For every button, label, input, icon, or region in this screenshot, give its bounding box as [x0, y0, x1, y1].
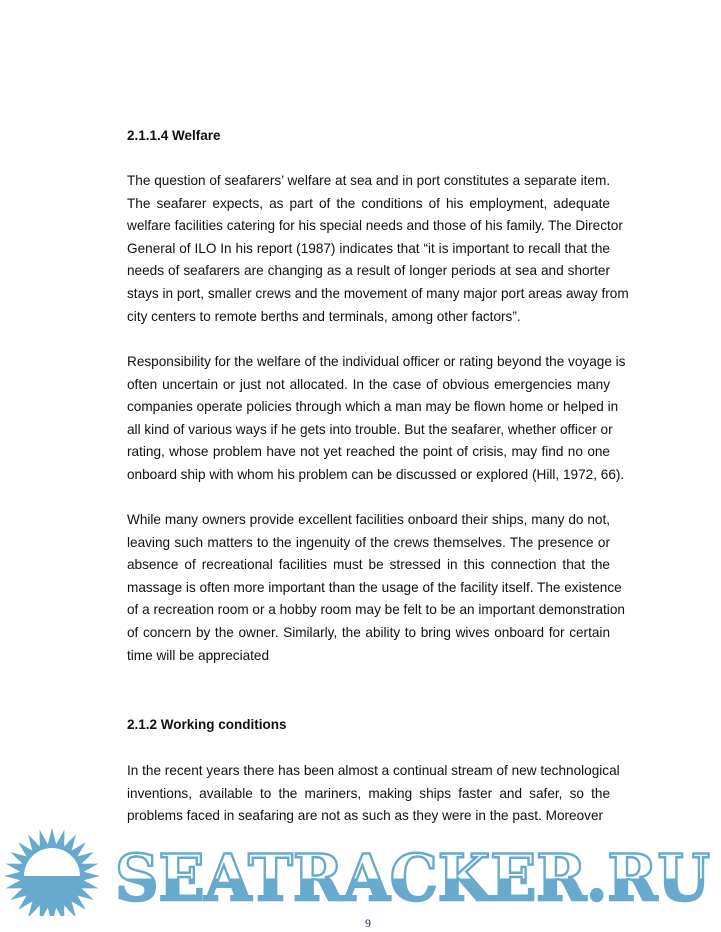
text-line: The question of seafarers’ welfare at sea and in port constitutes a separate item.: [127, 173, 611, 188]
text-line: leaving such matters to the ingenuity of the crews themselves. The presence or: [127, 534, 610, 550]
text-line: General of ILO In his report (1987) indicates that “it is important to recall that the: [127, 240, 610, 256]
section-heading-working-conditions: 2.1.2 Working conditions: [127, 717, 287, 732]
text-line: In the recent years there has been almost a continual stream of new technological: [127, 763, 620, 778]
sun-icon: [4, 828, 100, 916]
text-line: all kind of various ways if he gets into trouble. But the seafarer, whether officer or: [127, 421, 613, 437]
text-line: stays in port, smaller crews and the movement of many major port areas away from: [127, 285, 629, 301]
watermark-logo: [0, 824, 721, 916]
text-line: Responsibility for the welfare of the individual officer or rating beyond the voyage is: [127, 354, 626, 369]
text-line: of a recreation room or a hobby room may be felt to be an important demonstration: [127, 602, 625, 618]
paragraph-facilities: [127, 509, 625, 667]
text-line: inventions, available to the mariners, making ships faster and safer, so the: [127, 785, 610, 801]
text-line: problems faced in seafaring are not as such as they were in the past. Moreover: [127, 808, 604, 824]
page-number: 9: [365, 916, 371, 930]
text-line: of concern by the owner. Similarly, the ability to bring wives onboard for certain: [127, 624, 610, 640]
text-line: massage is often more important than the usage of the facility itself. The existence: [127, 579, 622, 595]
paragraph-responsibility: [127, 351, 626, 487]
text-line: companies operate policies through which a man may be flown home or helped in: [127, 399, 619, 415]
text-line: onboard ship with whom his problem can be discussed or explored (Hill, 1972, 66).: [127, 466, 625, 482]
paragraph-working-conditions: [127, 760, 620, 828]
text-line: welfare facilities catering for his special needs and those of his family. The Director: [127, 218, 623, 234]
text-line: rating, whose problem have not yet reached the point of crisis, may find no one: [127, 444, 610, 460]
watermark-text: SEATRACKER.RU: [115, 841, 710, 916]
text-line: needs of seafarers are changing as a result of longer periods at sea and shorter: [127, 263, 610, 279]
text-line: city centers to remote berths and terminals, among other factors”.: [127, 308, 521, 324]
section-heading-welfare: 2.1.1.4 Welfare: [127, 128, 221, 143]
text-line: time will be appreciated: [127, 647, 270, 663]
text-line: While many owners provide excellent facilities onboard their ships, many do not,: [127, 512, 610, 527]
text-line: often uncertain or just not allocated. In the case of obvious emergencies many: [127, 376, 610, 392]
text-line: The seafarer expects, as part of the conditions of his employment, adequate: [127, 195, 610, 211]
paragraph-welfare-intro: [127, 170, 629, 328]
text-line: absence of recreational facilities must be stressed in this connection that the: [127, 557, 610, 573]
